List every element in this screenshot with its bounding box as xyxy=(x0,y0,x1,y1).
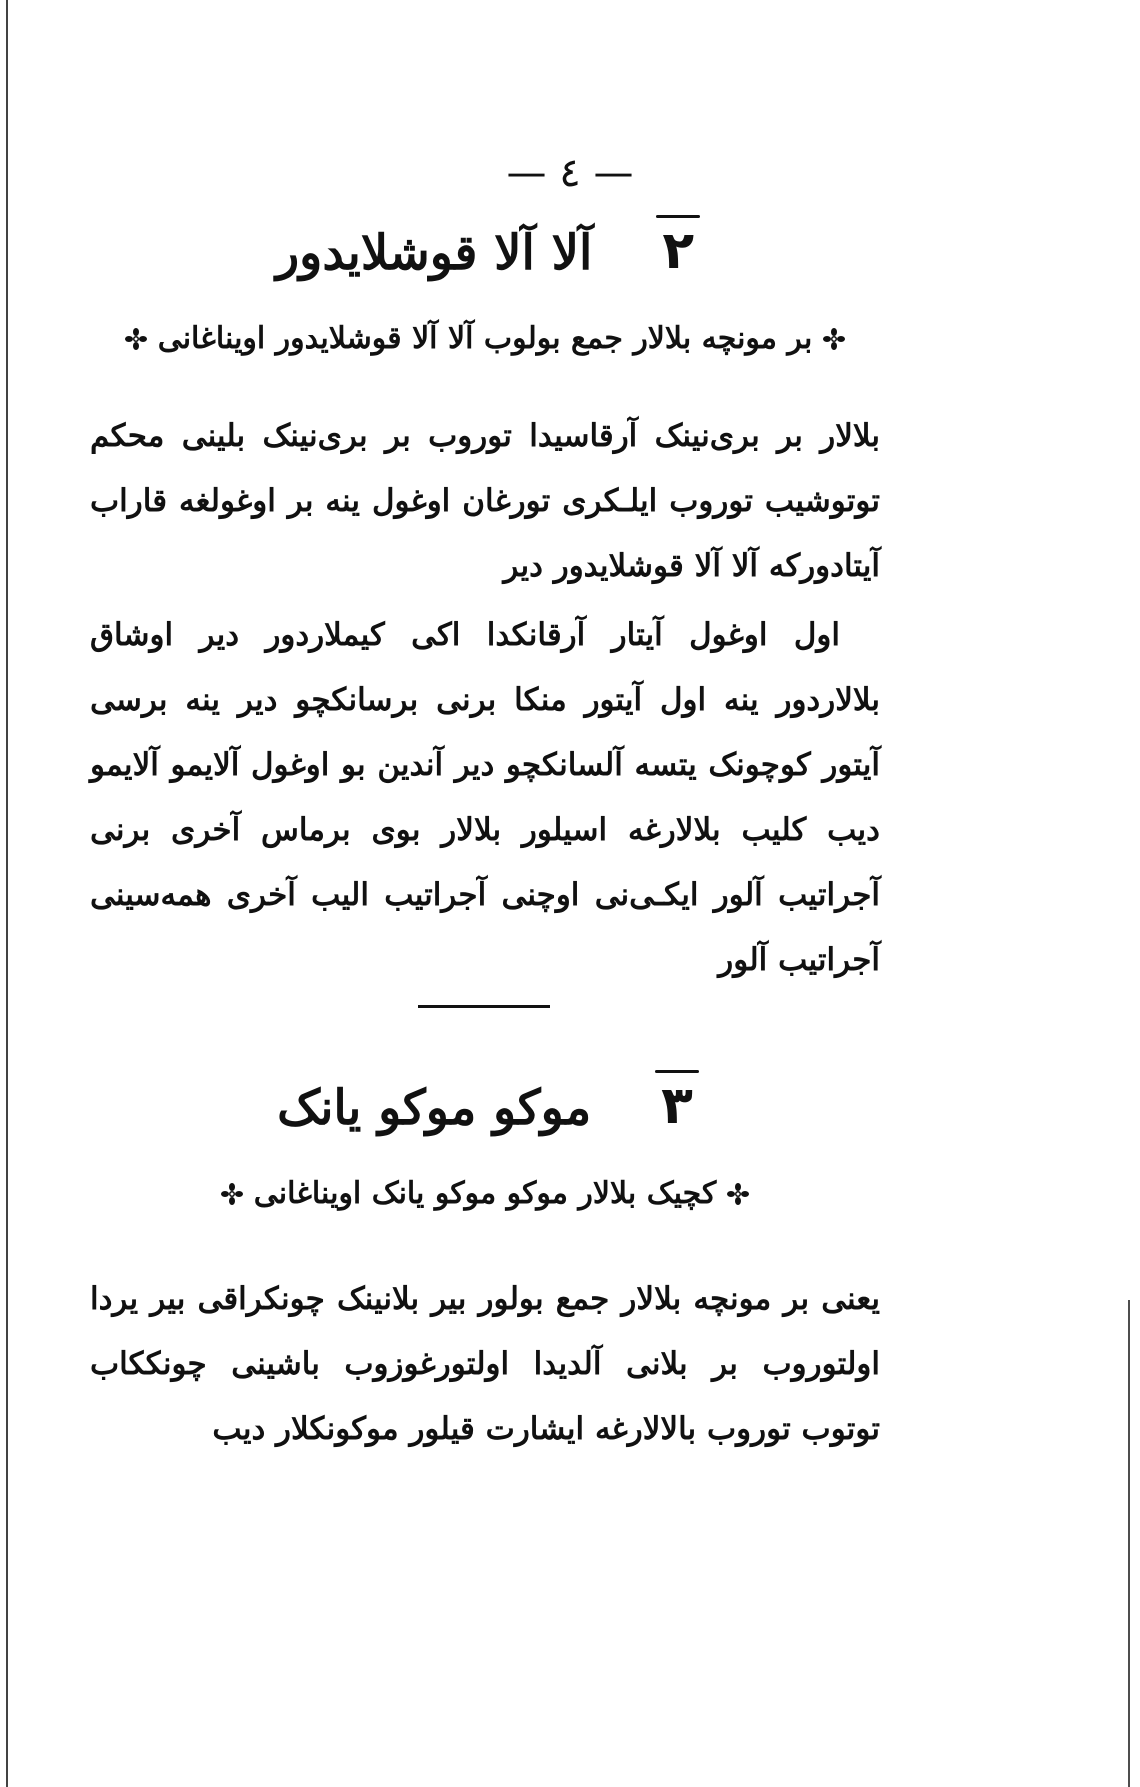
flower-ornament-icon xyxy=(220,1182,244,1206)
section-1-body xyxy=(90,404,880,993)
section-2-subtitle: کچیک بلالار موکو موکو یانک اویناغانی xyxy=(253,1176,717,1211)
section-2-subtitle-row xyxy=(90,1176,880,1211)
section-2-body xyxy=(90,1267,880,1462)
page-right-edge xyxy=(1128,1300,1130,1787)
section-2-number: ٣ xyxy=(661,1076,693,1136)
section-1-number: ٢ xyxy=(662,221,695,281)
section-2 xyxy=(90,1076,880,1462)
section-1-paragraph-2: اول اوغول آیتار آرقانکدا اکی کیملاردور دیر اوشاق بلالاردور ینه اول آیتور منکا برنی برسانکچو دیر ینه برسی آیتور کوچونک یتسه آلسانکچو دیر آندین بو اوغول آلایمو آلایمو دیب کلیب بلالارغه اسیلور بلالار بوی برماس آخری برنی آجراتیب آلور ایکـی‌نی اوچنی آجراتیب الیب آخری همه‌سینی آجراتیب آلور xyxy=(90,617,880,978)
section-1-subtitle-row xyxy=(90,321,880,356)
page-left-edge xyxy=(6,0,8,1787)
section-2-heading xyxy=(90,1076,880,1136)
flower-ornament-icon xyxy=(726,1182,750,1206)
section-divider xyxy=(418,1005,550,1008)
section-1-subtitle: بر مونچه بلالار جمع بولوب آلا آلا قوشلایدور اویناغانی xyxy=(157,321,813,356)
section-1-paragraph-1: بلالار بر بری‌نینک آرقاسیدا توروب بر بری‌نینک بلینی محکم توتوشیب توروب ایلـکری تورغان اوغول ینه بر اوغولغه قاراب آیتادورکه آلا آلا قوشلایدور دیر xyxy=(90,418,880,584)
section-1-heading xyxy=(90,221,880,281)
page-number: — ٤ — xyxy=(506,150,634,196)
flower-ornament-icon xyxy=(822,327,846,351)
section-1 xyxy=(90,221,880,993)
section-2-title: موکو موکو یانک xyxy=(277,1080,592,1136)
flower-ornament-icon xyxy=(124,327,148,351)
section-2-paragraph-1: یعنی بر مونچه بلالار جمع بولور بیر بلانینک چونکراقی بیر یردا اولتوروب بر بلانی آلدیدا اولتورغوزوب باشینی چونککاب توتوب توروب بالالارغه ایشارت قیلور موکونکلار دیب xyxy=(90,1281,880,1447)
section-1-title: آلا آلا قوشلایدور xyxy=(275,225,593,281)
